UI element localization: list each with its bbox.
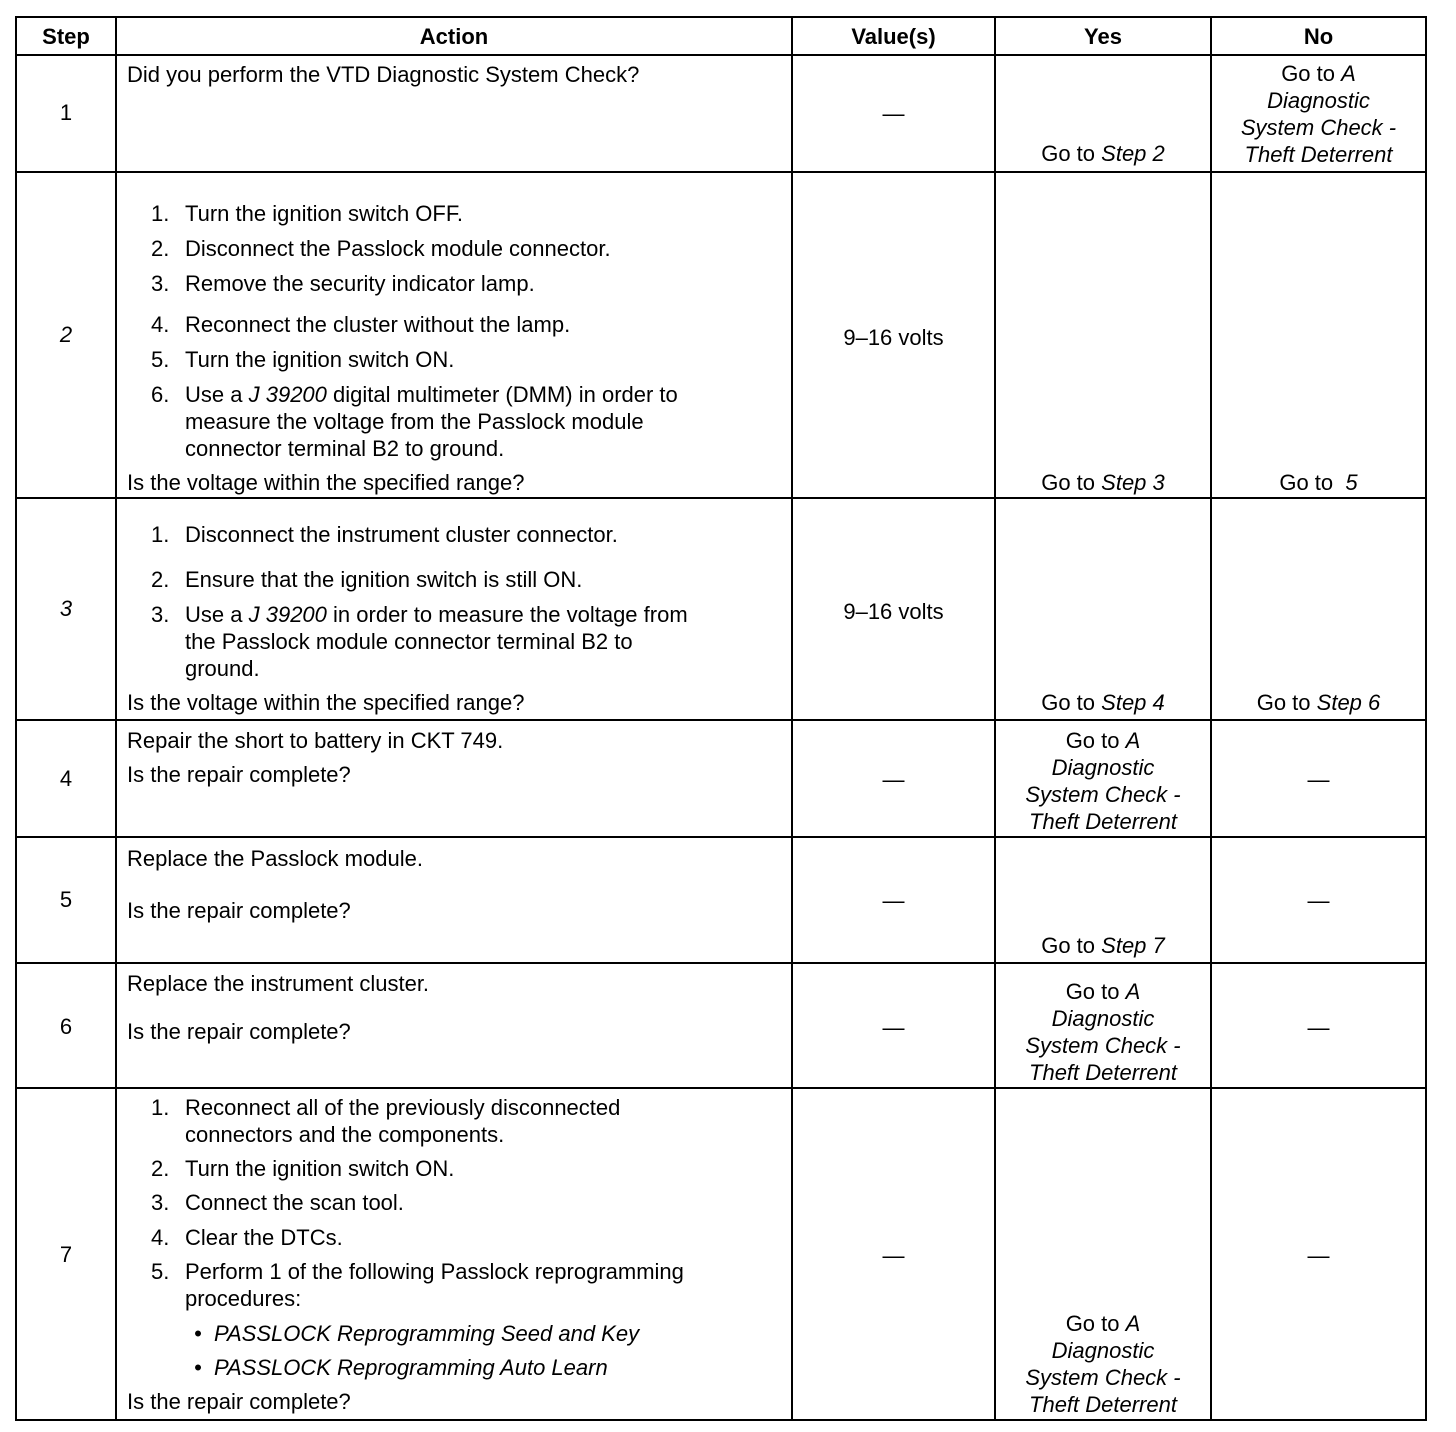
- yes-cell: [995, 963, 1211, 1088]
- table-row: [16, 55, 1426, 172]
- step-number: 6: [59, 1014, 73, 1039]
- action-question: Is the voltage within the specified range?: [127, 690, 525, 715]
- value-cell: [792, 498, 995, 720]
- value-text: —: [882, 767, 905, 792]
- no-text: —: [1307, 1243, 1330, 1268]
- table-row: [16, 498, 1426, 720]
- yes-cell: [995, 172, 1211, 498]
- action-list-item: 6. Use a J 39200 digital multimeter (DMM) in order to measure the voltage from the Passlock module connector terminal B2 to ground.: [151, 382, 678, 461]
- action-question: Did you perform the VTD Diagnostic System Check?: [127, 62, 640, 87]
- action-list-item: 5. Turn the ignition switch ON.: [151, 347, 455, 372]
- table-row: [16, 837, 1426, 963]
- action-question: Is the repair complete?: [127, 762, 351, 787]
- header-action: Action: [116, 17, 792, 55]
- no-text: —: [1307, 767, 1330, 792]
- step-cell: [16, 837, 116, 963]
- action-cell: [116, 172, 792, 498]
- value-cell: [792, 55, 995, 172]
- value-text: —: [882, 1015, 905, 1040]
- yes-link[interactable]: Go to A Diagnostic System Check - Theft Deterrent: [1025, 728, 1181, 834]
- action-text: Repair the short to battery in CKT 749.: [127, 728, 504, 753]
- table-row: [16, 963, 1426, 1088]
- value-text: 9–16 volts: [843, 599, 944, 624]
- action-list-item: 1. Turn the ignition switch OFF.: [151, 201, 463, 226]
- no-cell: [1211, 172, 1426, 498]
- yes-link[interactable]: Go to Step 7: [1041, 933, 1165, 958]
- no-cell: [1211, 1088, 1426, 1420]
- yes-cell: [995, 720, 1211, 837]
- step-cell: [16, 498, 116, 720]
- no-cell: [1211, 55, 1426, 172]
- step-number: 4: [59, 766, 73, 791]
- action-cell: [116, 1088, 792, 1420]
- action-question: Is the repair complete?: [127, 1019, 351, 1044]
- no-text: —: [1307, 1015, 1330, 1040]
- bullet-item: • PASSLOCK Reprogramming Auto Learn: [194, 1355, 608, 1380]
- value-text: —: [882, 1243, 905, 1268]
- no-link[interactable]: Go to A Diagnostic System Check - Theft Deterrent: [1240, 61, 1397, 167]
- value-cell: [792, 172, 995, 498]
- no-cell: [1211, 720, 1426, 837]
- value-text: —: [882, 101, 905, 126]
- header-yes: Yes: [995, 17, 1211, 55]
- table-row: [16, 720, 1426, 837]
- step-number: 7: [59, 1242, 73, 1267]
- header-row: [16, 17, 1426, 55]
- step-number: 2: [59, 322, 73, 347]
- step-cell: [16, 1088, 116, 1420]
- header-no: No: [1211, 17, 1426, 55]
- action-cell: [116, 720, 792, 837]
- action-list-item: 1. Reconnect all of the previously disconnected connectors and the components.: [151, 1095, 621, 1147]
- diagnostic-table: [15, 16, 1427, 1421]
- header-values: Value(s): [792, 17, 995, 55]
- yes-cell: [995, 55, 1211, 172]
- action-list-item: 4. Reconnect the cluster without the lamp.: [151, 312, 571, 337]
- action-list-item: 5. Perform 1 of the following Passlock reprogramming procedures:: [151, 1259, 684, 1311]
- value-cell: [792, 720, 995, 837]
- action-question: Is the repair complete?: [127, 1389, 351, 1414]
- no-text: —: [1307, 888, 1330, 913]
- action-cell: [116, 55, 792, 172]
- table-row: [16, 1088, 1426, 1420]
- table-row: [16, 172, 1426, 498]
- value-cell: [792, 1088, 995, 1420]
- action-cell: [116, 498, 792, 720]
- yes-link[interactable]: Go to Step 4: [1041, 690, 1165, 715]
- yes-cell: [995, 1088, 1211, 1420]
- bullet-item: • PASSLOCK Reprogramming Seed and Key: [194, 1321, 640, 1346]
- step-number: 1: [59, 100, 73, 125]
- action-question: Is the voltage within the specified range?: [127, 470, 525, 495]
- step-cell: [16, 172, 116, 498]
- step-cell: [16, 720, 116, 837]
- step-cell: [16, 55, 116, 172]
- no-cell: [1211, 837, 1426, 963]
- step-number: 5: [59, 887, 73, 912]
- step-cell: [16, 963, 116, 1088]
- action-cell: [116, 963, 792, 1088]
- yes-cell: [995, 498, 1211, 720]
- yes-link[interactable]: Go to Step 3: [1041, 470, 1165, 495]
- no-cell: [1211, 963, 1426, 1088]
- no-link[interactable]: Go to Step 6: [1256, 690, 1381, 715]
- action-list-item: 3. Remove the security indicator lamp.: [151, 271, 535, 296]
- action-list-item: 4. Clear the DTCs.: [151, 1225, 343, 1250]
- value-text: 9–16 volts: [843, 325, 944, 350]
- action-list-item: 2. Turn the ignition switch ON.: [151, 1156, 455, 1181]
- value-cell: [792, 963, 995, 1088]
- action-list-item: 2. Ensure that the ignition switch is still ON.: [151, 567, 583, 592]
- action-list-item: 3. Use a J 39200 in order to measure the voltage from the Passlock module connector terminal B2 to ground.: [151, 602, 688, 681]
- header-step: Step: [16, 17, 116, 55]
- no-link[interactable]: Go to 5: [1279, 470, 1358, 495]
- action-list-item: 2. Disconnect the Passlock module connector.: [151, 236, 611, 261]
- no-cell: [1211, 498, 1426, 720]
- action-text: Replace the Passlock module.: [127, 846, 423, 871]
- action-list-item: 3. Connect the scan tool.: [151, 1190, 404, 1215]
- yes-link[interactable]: Go to Step 2: [1041, 141, 1165, 166]
- action-cell: [116, 837, 792, 963]
- yes-link[interactable]: Go to A Diagnostic System Check - Theft Deterrent: [1025, 1311, 1181, 1417]
- action-question: Is the repair complete?: [127, 898, 351, 923]
- yes-link[interactable]: Go to A Diagnostic System Check - Theft Deterrent: [1025, 979, 1181, 1085]
- value-cell: [792, 837, 995, 963]
- value-text: —: [882, 888, 905, 913]
- step-number: 3: [59, 596, 73, 621]
- action-text: Replace the instrument cluster.: [127, 971, 430, 996]
- action-list-item: 1. Disconnect the instrument cluster connector.: [151, 522, 618, 547]
- yes-cell: [995, 837, 1211, 963]
